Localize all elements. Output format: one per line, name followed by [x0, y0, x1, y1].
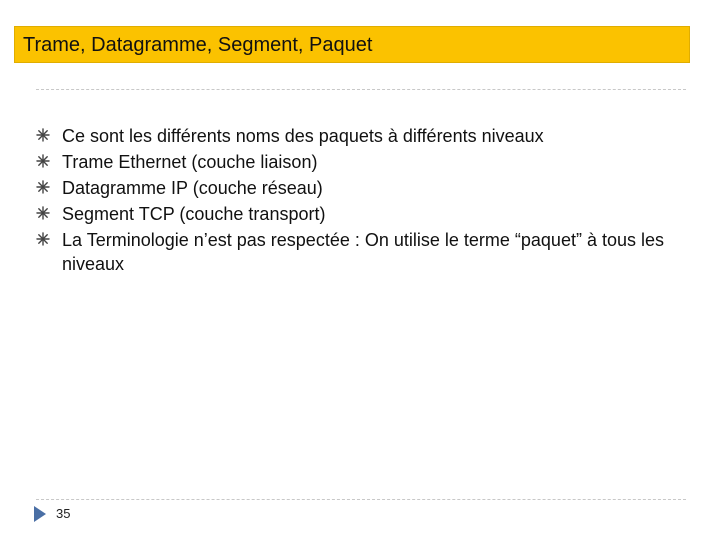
bullet-list [0, 124, 720, 278]
bullet-text: Ce sont les différents noms des paquets à différents niveaux [62, 126, 544, 146]
starburst-bullet-icon [36, 128, 50, 142]
slide-title: Trame, Datagramme, Segment, Paquet [23, 34, 373, 56]
triangle-right-icon [33, 505, 47, 523]
top-divider [36, 89, 686, 90]
bullet-text: Trame Ethernet (couche liaison) [62, 152, 318, 172]
bullet-item [0, 202, 720, 226]
starburst-bullet-icon [36, 232, 50, 246]
bullet-text: Segment TCP (couche transport) [62, 204, 326, 224]
bullet-text: Datagramme IP (couche réseau) [62, 178, 323, 198]
bullet-item [0, 124, 720, 148]
bullet-item [0, 176, 720, 200]
bullet-text: La Terminologie n’est pas respectée : On utilise le terme “paquet” à tous les niveaux [62, 230, 664, 274]
bullet-item [0, 228, 720, 276]
title-bar [14, 26, 690, 63]
starburst-bullet-icon [36, 206, 50, 220]
page-number: 35 [56, 506, 71, 521]
starburst-bullet-icon [36, 154, 50, 168]
starburst-bullet-icon [36, 180, 50, 194]
bottom-divider [36, 499, 686, 500]
bullet-item [0, 150, 720, 174]
